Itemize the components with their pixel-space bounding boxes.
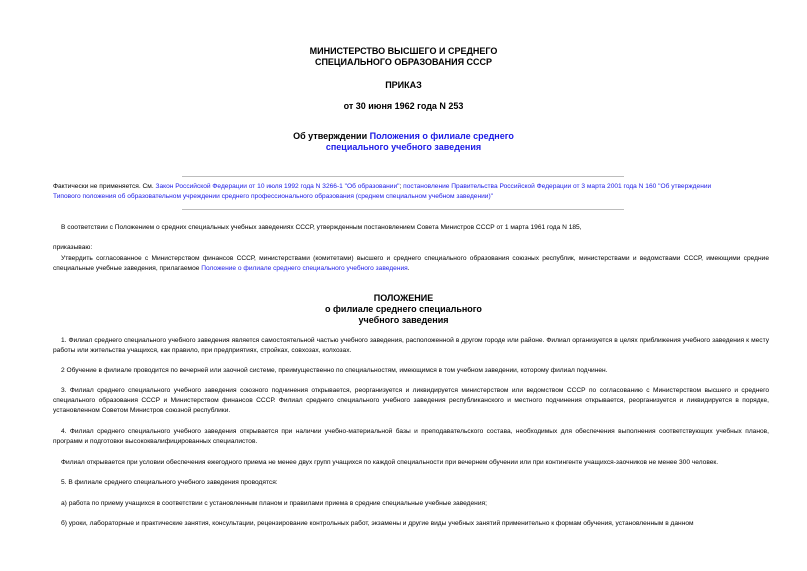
approve-end: . [407,265,410,272]
resolution-link-line-1[interactable]: постановление Правительства Российской Федерации от 3 марта 2001 года N 160 "Об утверждении [403,183,712,190]
ministry-heading [0,46,807,68]
regulation-clause-5: 5. В филиале среднего специального учебного заведения проводятся: [61,479,278,486]
title-prefix: Об утверждении [293,131,370,141]
doc-type: ПРИКАЗ [385,80,422,90]
regulation-clause-4: 4. Филиал среднего специального учебного заведения открывается при наличии учебно-материальной базы и преподавательского состава, необходимых для обеспечения выполнения соответствующих учебных планов, программ и подготовки высококвалифицированных специалистов. [53,428,769,445]
ministry-line-1: МИНИСТЕРСТВО ВЫСШЕГО И СРЕДНЕГО [309,46,498,56]
doc-date: от 30 июня 1962 года N 253 [343,101,464,111]
regulation-title-1: ПОЛОЖЕНИЕ [373,293,434,303]
regulation-clause-3: 3. Филиал среднего специального учебного заведения союзного подчинения открывается, реорганизуется и ликвидируется министерством или ведомством СССР по согласованию с Министерством высшего и среднего специального образования СССР и Министерством финансов СССР. Филиал среднего специального учебного заведения республиканского и местного подчинения открывается, реорганизуется и ликвидируется в порядке, установленном Советом Министров союзной республики. [53,387,769,414]
regulation-clause-5a: а) работа по приему учащихся в соответствии с установленным планом и правилами приема в средние специальные учебные заведения; [61,500,487,507]
title-link-line-2[interactable]: специального учебного заведения [325,142,482,152]
applicability-notice [53,182,777,202]
regulation-clause-2: 2 Обучение в филиале проводится по вечерней или заочной системе, преимущественно по специальностям, имеющимся в том учебном заведении, которому филиал подчинен. [61,367,608,374]
divider-top [182,176,624,177]
approve-text: Утвердить согласованное с Министерством финансов СССР, министерствами (комитетами) высшего и среднего специального образования союзных республик, министерствами и ведомствами СССР, имеющими средние специальные учебные заведения, прилагаемое [53,255,769,272]
divider-bottom [182,209,624,210]
regulation-link[interactable]: Положение о филиале среднего специального учебного заведения [201,265,408,272]
ministry-line-2: СПЕЦИАЛЬНОГО ОБРАЗОВАНИЯ СССР [314,57,493,67]
intro-paragraph: В соответствии с Положением о средних специальных учебных заведениях СССР, утвержденным постановлением Совета Министров СССР от 1 марта 1961 года N 185, [61,224,582,231]
approve-paragraph [53,254,769,274]
notice-prefix: Фактически не применяется. См. [53,183,156,190]
order-word: приказываю: [53,244,93,251]
regulation-title-3: учебного заведения [358,315,449,325]
regulation-title-2: о филиале среднего специального [325,304,482,314]
doc-title [0,131,807,153]
resolution-link-line-2[interactable]: Типового положения об образовательном учреждении среднего профессионального образования (среднем специальном учебном заведении)" [53,193,494,200]
title-link-line-1[interactable]: Положения о филиале среднего [369,131,514,141]
regulation-clause-1: 1. Филиал среднего специального учебного заведения является самостоятельной частью учебного заведения, расположенной в другом городе или районе. Филиал организуется в целях приближения учебного заведения к месту работы или жительства учащихся, как правило, при предприятиях, стройках, совхозах, колхозах. [53,337,769,354]
regulation-title [0,293,807,326]
regulation-clause-4-note: Филиал открывается при условии обеспечения ежегодного приема не менее двух групп учащихся по каждой специальности при вечернем обучении или при контингенте учащихся-заочников не менее 300 человек. [61,459,719,466]
regulation-clause-5b: б) уроки, лабораторные и практические занятия, консультации, рецензирование контрольных работ, экзамены и другие виды учебных занятий применительно к формам обучения, установленным в данном [61,520,694,527]
law-link[interactable]: Закон Российской Федерации от 10 июля 1992 года N 3266-1 "Об образовании" [155,183,400,190]
notice-separator: ; [399,183,404,190]
